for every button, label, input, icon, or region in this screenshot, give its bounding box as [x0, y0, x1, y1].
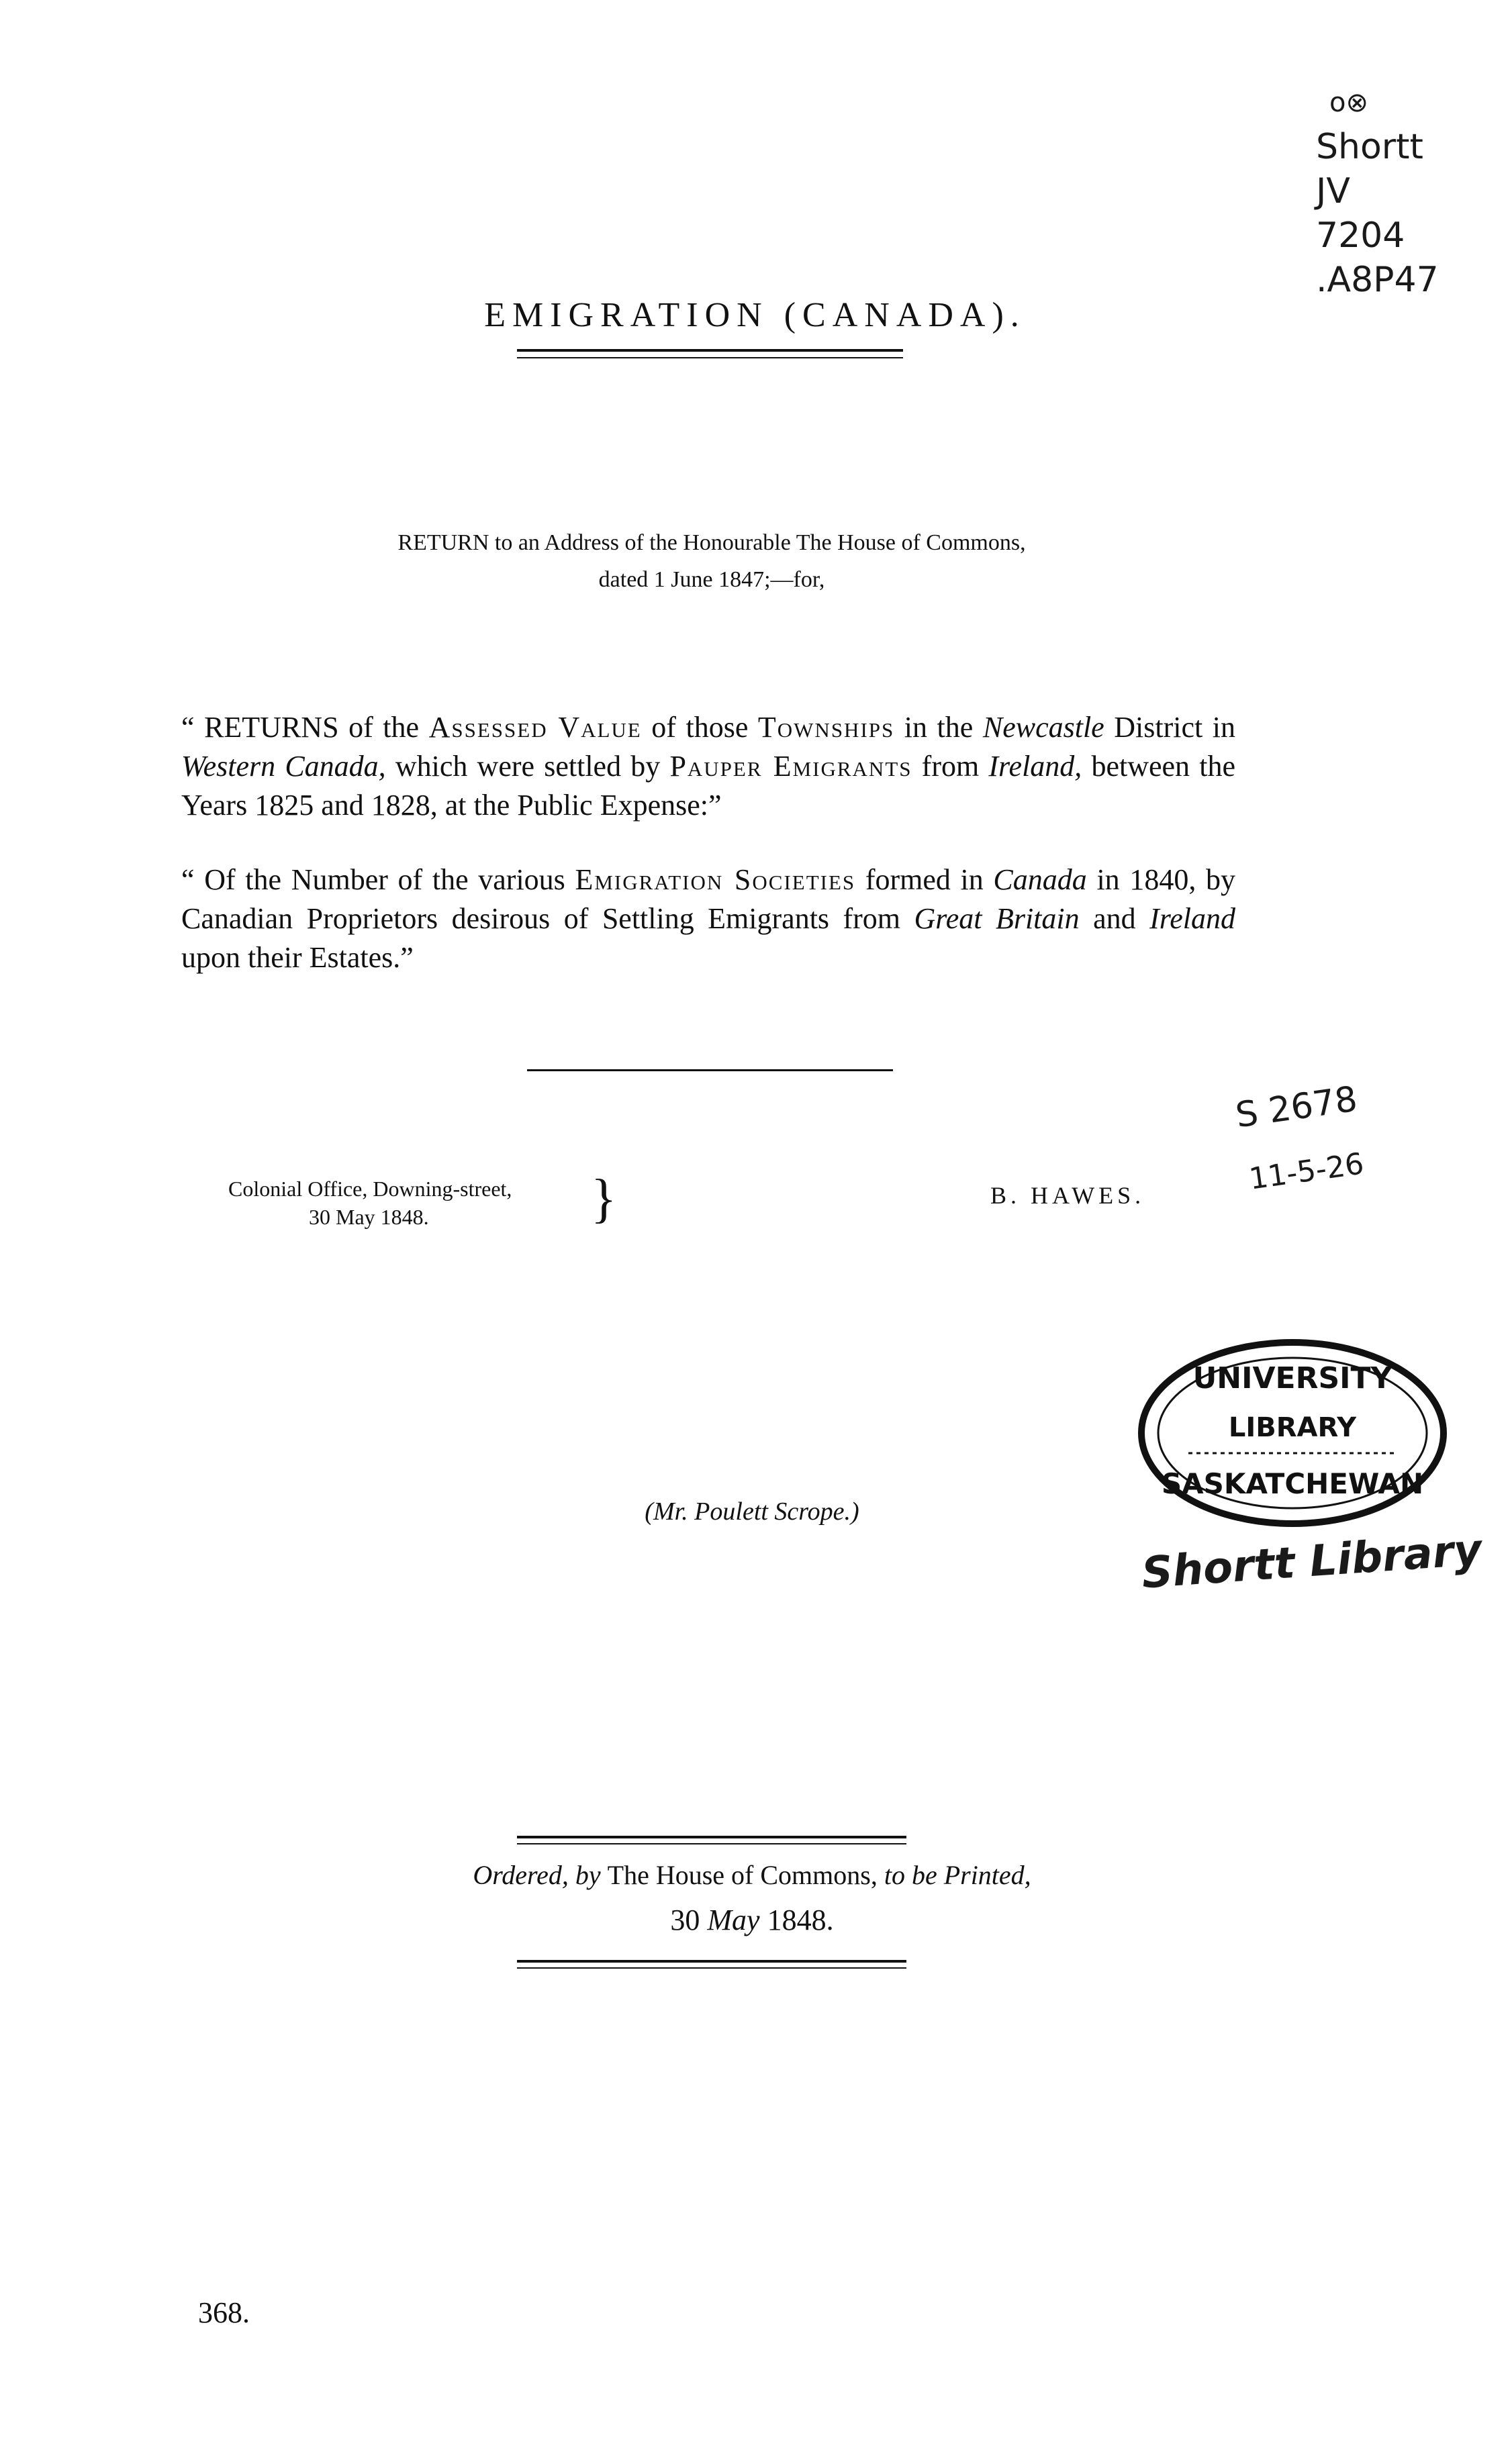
- colonial-office-block: [228, 1169, 617, 1231]
- returns-paragraph-emigration-societies: “ Of the Number of the various Emigration Societies formed in Canada in 1840, by Canadian Proprietors desirous of Settling Emigrants from Great Britain and Ireland upon their Estates.”: [181, 863, 1235, 974]
- shortt-library-signature: Shortt Library: [1140, 1525, 1484, 1599]
- ordered-rule-top-thin: [517, 1843, 906, 1844]
- call-number-annotation: [1316, 81, 1439, 302]
- stamp-middle-text: LIBRARY: [1228, 1412, 1357, 1443]
- call-number-line: JV: [1316, 171, 1350, 211]
- ordered-rule-bottom-thin: [517, 1967, 906, 1969]
- colonial-office-address: Colonial Office, Downing-street,: [228, 1177, 512, 1201]
- return-date-line: dated 1 June 1847;—for,: [598, 567, 825, 592]
- ordered-rule-top: [517, 1836, 906, 1838]
- brace-glyph: }: [591, 1169, 617, 1228]
- ordered-line: Ordered, by The House of Commons, to be Printed,: [473, 1860, 1031, 1890]
- call-number-mark: o⊗: [1329, 87, 1368, 118]
- stamp-bottom-text: SASKATCHEWAN: [1161, 1467, 1424, 1500]
- call-number-line: 7204: [1316, 215, 1405, 256]
- ordered-rule-bottom: [517, 1960, 906, 1963]
- return-address-line: RETURN to an Address of the Honourable The House of Commons,: [397, 530, 1026, 555]
- page-number: 368.: [198, 2296, 250, 2329]
- stamp-top-text: UNIVERSITY: [1192, 1361, 1393, 1395]
- call-number-line: Shortt: [1316, 127, 1423, 167]
- returns-paragraph-assessed-value: “ RETURNS of the Assessed Value of those Townships in the Newcastle District in Western Canada, which were settled by Pauper Emigrants from Ireland, between the Years 1825 and 1828, at the Public Expense:”: [181, 711, 1236, 822]
- colonial-office-date: 30 May 1848.: [309, 1205, 429, 1229]
- document-title: EMIGRATION (CANADA).: [484, 296, 1026, 334]
- section-divider: [527, 1069, 893, 1071]
- signatory-name: B. HAWES.: [990, 1182, 1145, 1209]
- title-rule-upper: [517, 349, 903, 352]
- ordered-date: 30 May 1848.: [670, 1904, 834, 1936]
- call-number-line: .A8P47: [1316, 260, 1439, 300]
- accession-number: S 2678: [1233, 1079, 1360, 1136]
- mover-name: (Mr. Poulett Scrope.): [645, 1497, 859, 1526]
- accession-date: 11-5-26: [1247, 1146, 1366, 1197]
- title-rule-lower: [517, 357, 903, 358]
